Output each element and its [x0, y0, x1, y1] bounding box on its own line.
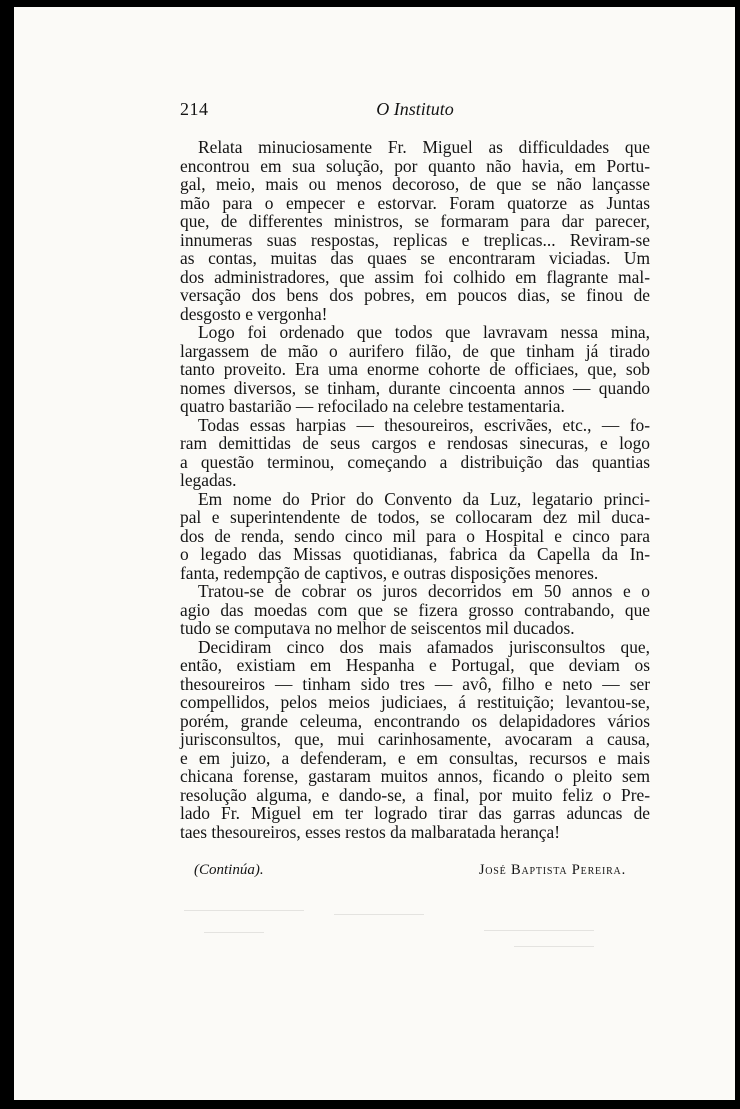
text-line: mão para o empecer e estorvar. Foram quatorze as Juntas — [180, 192, 650, 213]
text-line: Em nome do Prior do Convento da Luz, legatario princi- — [198, 488, 650, 509]
page-header — [180, 99, 650, 123]
text-line: fanta, redempção de captivos, e outras disposições menores. — [180, 562, 599, 583]
text-line: largassem de mão o aurifero filão, de que tinham já tirado — [180, 340, 650, 361]
text-line: gal, meio, mais ou menos decoroso, de que se não lançasse — [180, 174, 650, 194]
continuation-note: (Continúa). — [194, 862, 264, 878]
paragraph — [180, 582, 650, 638]
text-line: pal e superintendente de todos, se collocaram dez mil duca- — [180, 507, 650, 527]
text-line: compellidos, pelos meios judiciaes, á restituição; levantou-se, — [180, 692, 650, 712]
text-line: versação dos bens dos pobres, em poucos dias, se finou de — [180, 285, 650, 305]
text-line: innumeras suas respostas, replicas e treplicas... Reviram-se — [180, 229, 650, 250]
text-line: tudo se computava no melhor de seiscentos mil ducados. — [180, 618, 575, 638]
running-title: O Instituto — [376, 99, 454, 119]
text-line: o legado das Missas quotidianas, fabrica da Capella da In- — [180, 544, 650, 564]
paragraph — [180, 138, 650, 323]
text-line: Relata minuciosamente Fr. Miguel as difficuldades que — [198, 137, 650, 157]
text-line: taes thesoureiros, esses restos da malbaratada herança! — [180, 821, 561, 842]
paragraph — [180, 416, 650, 490]
text-line: dos administradores, que assim foi colhido em flagrante mal- — [180, 266, 650, 287]
show-through-smudge — [184, 902, 634, 962]
text-line: porém, grande celeuma, encontrando os delapidadores vários — [180, 710, 650, 731]
text-line: thesoureiros — tinham sido tres — avô, filho e neto — ser — [180, 673, 650, 694]
text-line: Decidiram cinco dos mais afamados jurisconsultos que, — [198, 636, 650, 657]
text-line: quatro bastarião — refocilado na celebre testamentaria. — [180, 396, 565, 416]
text-line: agio das moedas com que se fizera grosso contrabando, que — [180, 599, 650, 620]
text-line: jurisconsultos, que, mui carinhosamente, avocaram a causa, — [180, 729, 650, 749]
text-line: resolução alguma, e dando-se, a final, por muito feliz o Pre- — [180, 784, 650, 805]
text-line: Todas essas harpias — thesoureiros, escrivães, etc., — fo- — [198, 414, 650, 435]
article-body — [180, 138, 650, 841]
text-line: que, de differentes ministros, se formaram para dar parecer, — [180, 211, 650, 231]
page-number: 214 — [180, 99, 209, 119]
text-line: a questão terminou, começando a distribuição das quantias — [180, 451, 650, 472]
text-line: dos de renda, sendo cinco mil para o Hospital e cinco para — [180, 525, 650, 546]
text-line: nomes diversos, se tinham, durante cincoenta annos — quando — [180, 377, 650, 398]
text-line: encontrou em sua solução, por quanto não havia, em Portu- — [180, 155, 650, 176]
text-line: então, existiam em Hespanha e Portugal, que deviam os — [180, 655, 650, 675]
text-line: desgosto e vergonha! — [180, 303, 328, 324]
paragraph — [180, 323, 650, 416]
text-line: Logo foi ordenado que todos que lavravam nessa mina, — [198, 322, 650, 342]
text-line: legadas. — [180, 470, 237, 490]
text-line: tanto proveito. Era uma enorme cohorte de officiaes, que, sob — [180, 359, 650, 379]
article-footer — [194, 862, 626, 884]
paragraph — [180, 490, 650, 583]
text-line: chicana forense, gastaram muitos annos, ficando o pleito sem — [180, 766, 650, 786]
text-line: as contas, muitas das quaes se encontraram viciadas. Um — [180, 248, 650, 268]
text-line: Tratou-se de cobrar os juros decorridos em 50 annos e o — [198, 581, 650, 601]
paragraph — [180, 638, 650, 842]
text-line: e em juizo, a defenderam, e em consultas, recursos e mais — [180, 747, 650, 768]
author-signature: José Baptista Pereira. — [478, 862, 626, 878]
text-line: lado Fr. Miguel em ter logrado tirar das garras aduncas de — [180, 803, 650, 823]
text-line: ram demittidas de seus cargos e rendosas sinecuras, e logo — [180, 433, 650, 453]
